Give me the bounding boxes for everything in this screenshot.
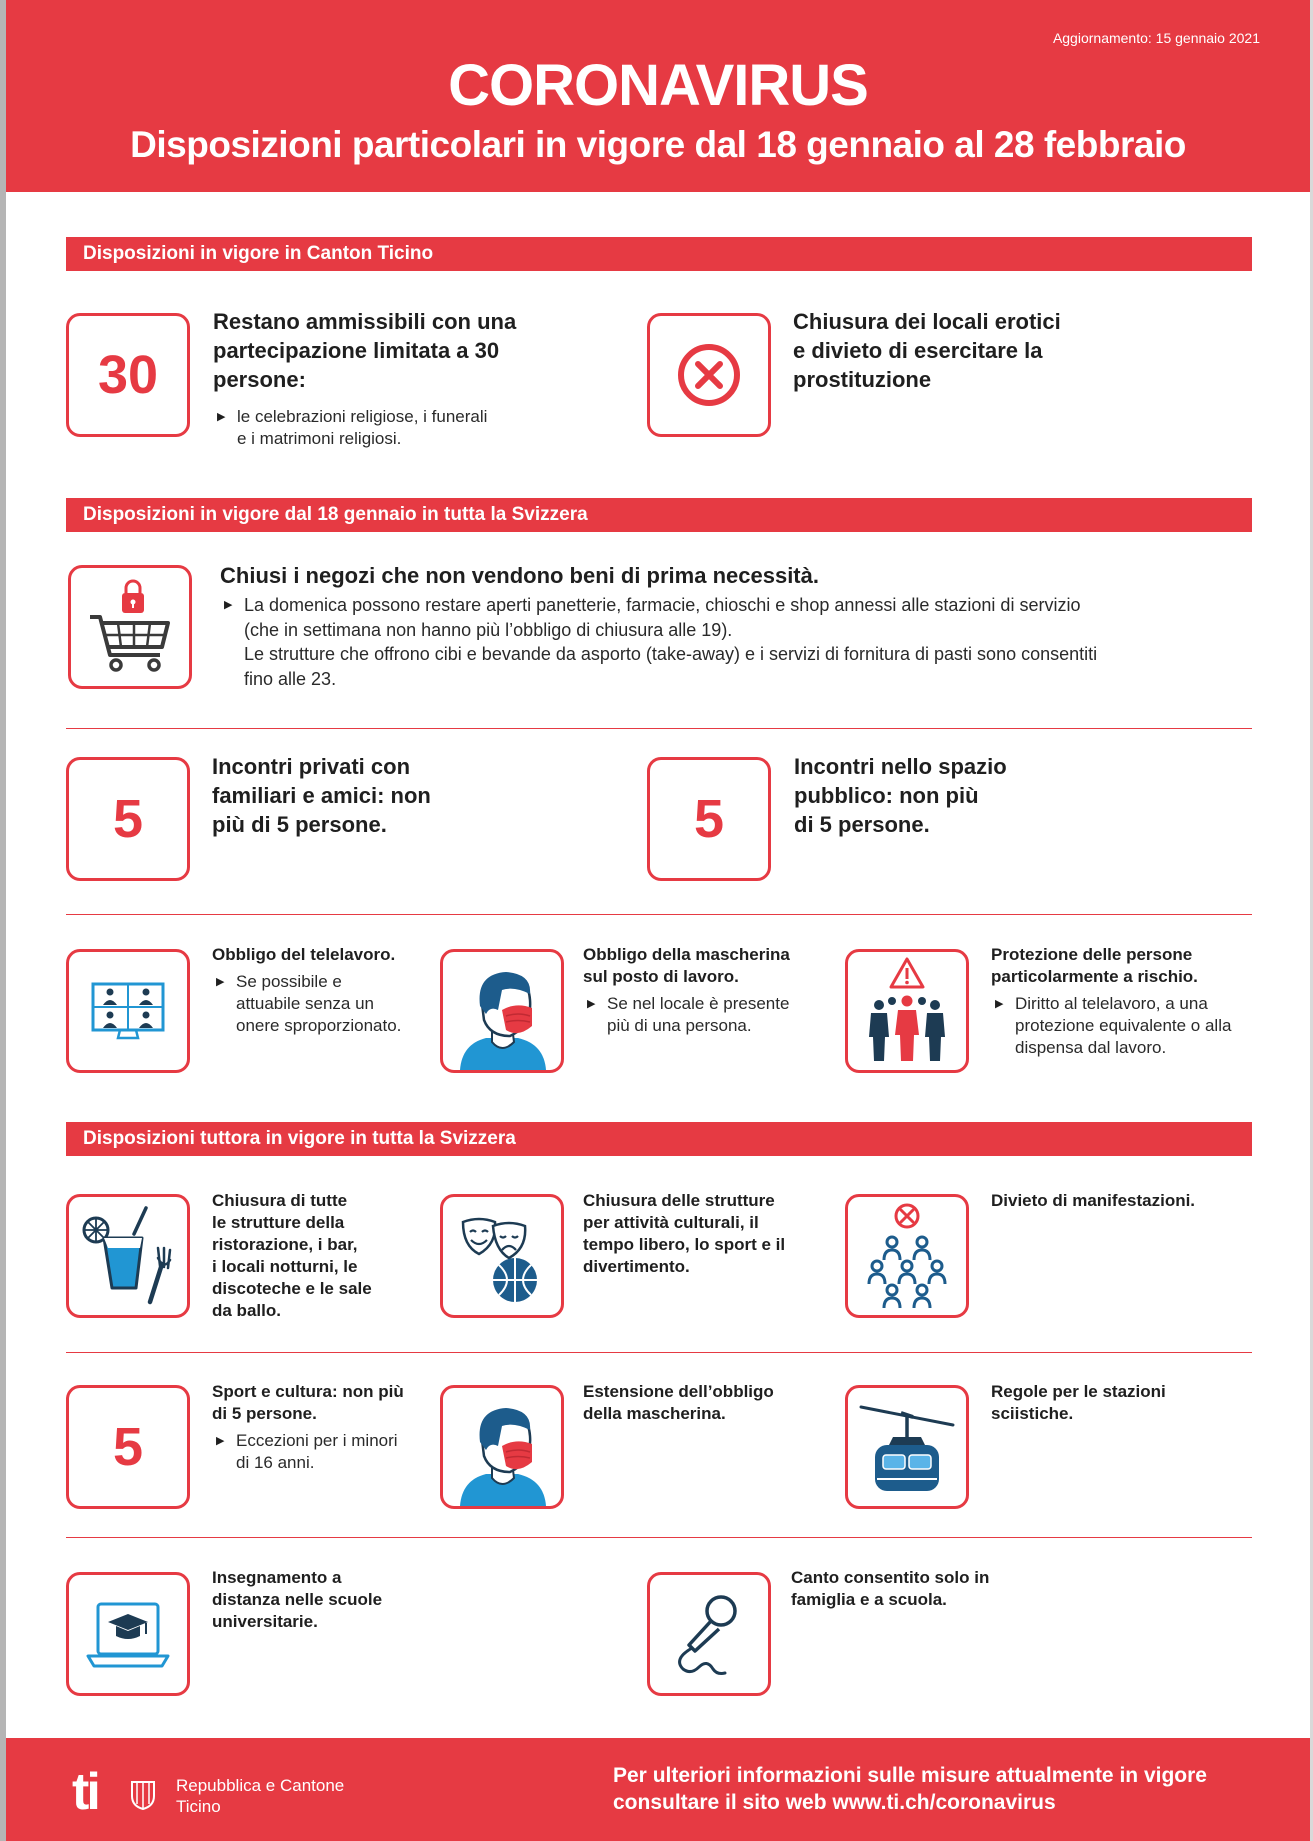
number-5: 5	[112, 789, 144, 849]
page-subtitle: Disposizioni particolari in vigore dal 18 gennaio al 28 febbraio	[130, 124, 1186, 165]
events-ban-block	[991, 1190, 1251, 1212]
telework-head: Obbligo del telelavoro.	[212, 945, 396, 964]
masks-ball-icon	[457, 1206, 547, 1306]
republic-label: Repubblica e Cantone Ticino	[176, 1776, 345, 1816]
telework-bullet: ▶ Se possibile e attuabile senza un onere sproporzionato.	[212, 971, 432, 1037]
mask-work-block	[583, 944, 823, 1037]
masked-person-icon	[452, 1400, 552, 1506]
risk-protection-block	[991, 944, 1261, 1059]
number-5: 5	[112, 1417, 144, 1477]
erotic-head: Chiusura dei locali erotici e divieto di esercitare la prostituzione	[793, 309, 1061, 392]
culture-closure-block	[583, 1190, 833, 1278]
canton-shield-icon	[130, 1780, 156, 1810]
masked-person-icon	[452, 964, 552, 1070]
number-box-30	[66, 313, 190, 437]
divider	[66, 1537, 1252, 1538]
shops-bullet: ▶ La domenica possono restare aperti panetterie, farmacie, chioschi e shop annessi alle stazioni di servizio (che in settimana non hanno più l’obbligo di chiusura alle 19). Le strutture che offrono cibi e bevande da asporto (take-away) e i servizi di fornitura di pasti sono consentiti fino alle 23.	[220, 593, 1230, 691]
masked-person-icon-box	[440, 949, 564, 1073]
drink-fork-icon-box	[66, 1194, 190, 1318]
microphone-icon	[669, 1589, 749, 1679]
religious-head: Restano ammissibili con una partecipazione limitata a 30 persone:	[213, 309, 517, 392]
ski-rules-block	[991, 1381, 1251, 1425]
masks-ball-icon-box	[440, 1194, 564, 1318]
crowd-forbidden-icon-box	[845, 1194, 969, 1318]
video-call-icon	[90, 981, 166, 1041]
crowd-forbidden-icon	[862, 1202, 952, 1310]
section-title-still-in-force: Disposizioni tuttora in vigore in tutta la Svizzera	[66, 1122, 1252, 1156]
risk-bullet: ▶ Diritto al telelavoro, a una protezione equivalente o alla dispensa dal lavoro.	[991, 993, 1261, 1059]
microphone-icon-box	[647, 1572, 771, 1696]
cable-car-icon	[857, 1395, 957, 1499]
x-circle-icon	[674, 340, 744, 410]
sport-head: Sport e cultura: non più di 5 persone.	[212, 1382, 404, 1423]
public-head: Incontri nello spazio pubblico: non più di 5 persone.	[794, 754, 1007, 837]
cable-car-icon-box	[845, 1385, 969, 1509]
number-box-5-public	[647, 757, 771, 881]
restaurants-head: Chiusura di tutte le strutture della ristorazione, i bar, i locali notturni, le discoteche e le sale da ballo.	[212, 1191, 372, 1320]
religious-bullet: ▶ le celebrazioni religiose, i funerali e i matrimoni religiosi.	[213, 406, 573, 450]
locked-cart-icon	[88, 579, 172, 675]
mask-ext-head: Estensione dell’obbligo della mascherina.	[583, 1382, 774, 1423]
update-date: Aggiornamento: 15 gennaio 2021	[1052, 30, 1260, 46]
locked-cart-icon-box	[68, 565, 192, 689]
number-5: 5	[693, 789, 725, 849]
culture-head: Chiusura delle strutture per attività culturali, il tempo libero, lo sport e il divertimento.	[583, 1191, 786, 1276]
shops-block	[220, 561, 1230, 691]
religious-celebrations-block	[213, 307, 573, 450]
drink-fork-icon	[78, 1204, 178, 1308]
events-head: Divieto di manifestazioni.	[991, 1191, 1196, 1210]
people-warning-icon	[859, 957, 955, 1065]
mask-work-bullet: ▶ Se nel locale è presente più di una persona.	[583, 993, 823, 1037]
masked-person-icon-box	[440, 1385, 564, 1509]
sport-bullet: ▶ Eccezioni per i minori di 16 anni.	[212, 1430, 432, 1474]
divider	[66, 1352, 1252, 1353]
left-edge	[0, 0, 6, 1841]
singing-block	[791, 1567, 1051, 1611]
footer	[6, 1738, 1310, 1841]
section-title-ticino: Disposizioni in vigore in Canton Ticino	[66, 237, 1252, 271]
erotic-closure-block	[793, 307, 1153, 394]
restaurants-block	[212, 1190, 412, 1322]
divider	[66, 728, 1252, 729]
more-info-text: Per ulteriori informazioni sulle misure attualmente in vigore consultare il sito web www.ti.ch/coronavirus	[613, 1764, 1207, 1814]
video-call-icon-box	[66, 949, 190, 1073]
ski-head: Regole per le stazioni sciistiche.	[991, 1382, 1166, 1423]
private-meetings-block	[212, 752, 542, 839]
mask-extension-block	[583, 1381, 823, 1425]
header	[6, 0, 1310, 192]
university-block	[212, 1567, 432, 1633]
number-box-5-private	[66, 757, 190, 881]
shops-head: Chiusi i negozi che non vendono beni di prima necessità.	[220, 563, 819, 588]
mask-work-head: Obbligo della mascherina sul posto di lavoro.	[583, 945, 790, 986]
university-head: Insegnamento a distanza nelle scuole universitarie.	[212, 1568, 383, 1631]
section-title-switzerland-jan18: Disposizioni in vigore dal 18 gennaio in tutta la Svizzera	[66, 498, 1252, 532]
telework-block	[212, 944, 432, 1037]
number-30: 30	[97, 345, 159, 405]
laptop-graduation-icon	[86, 1596, 170, 1672]
public-meetings-block	[794, 752, 1124, 839]
divider	[66, 914, 1252, 915]
private-head: Incontri privati con familiari e amici: non più di 5 persone.	[212, 754, 431, 837]
singing-head: Canto consentito solo in famiglia e a scuola.	[791, 1568, 990, 1609]
page-title: CORONAVIRUS	[448, 53, 868, 118]
x-circle-icon-box	[647, 313, 771, 437]
sport-culture-block	[212, 1381, 432, 1474]
risk-head: Protezione delle persone particolarmente a rischio.	[991, 945, 1198, 986]
laptop-graduation-icon-box	[66, 1572, 190, 1696]
number-box-5-sport	[66, 1385, 190, 1509]
ticino-logo: ti	[72, 1763, 98, 1821]
people-warning-icon-box	[845, 949, 969, 1073]
